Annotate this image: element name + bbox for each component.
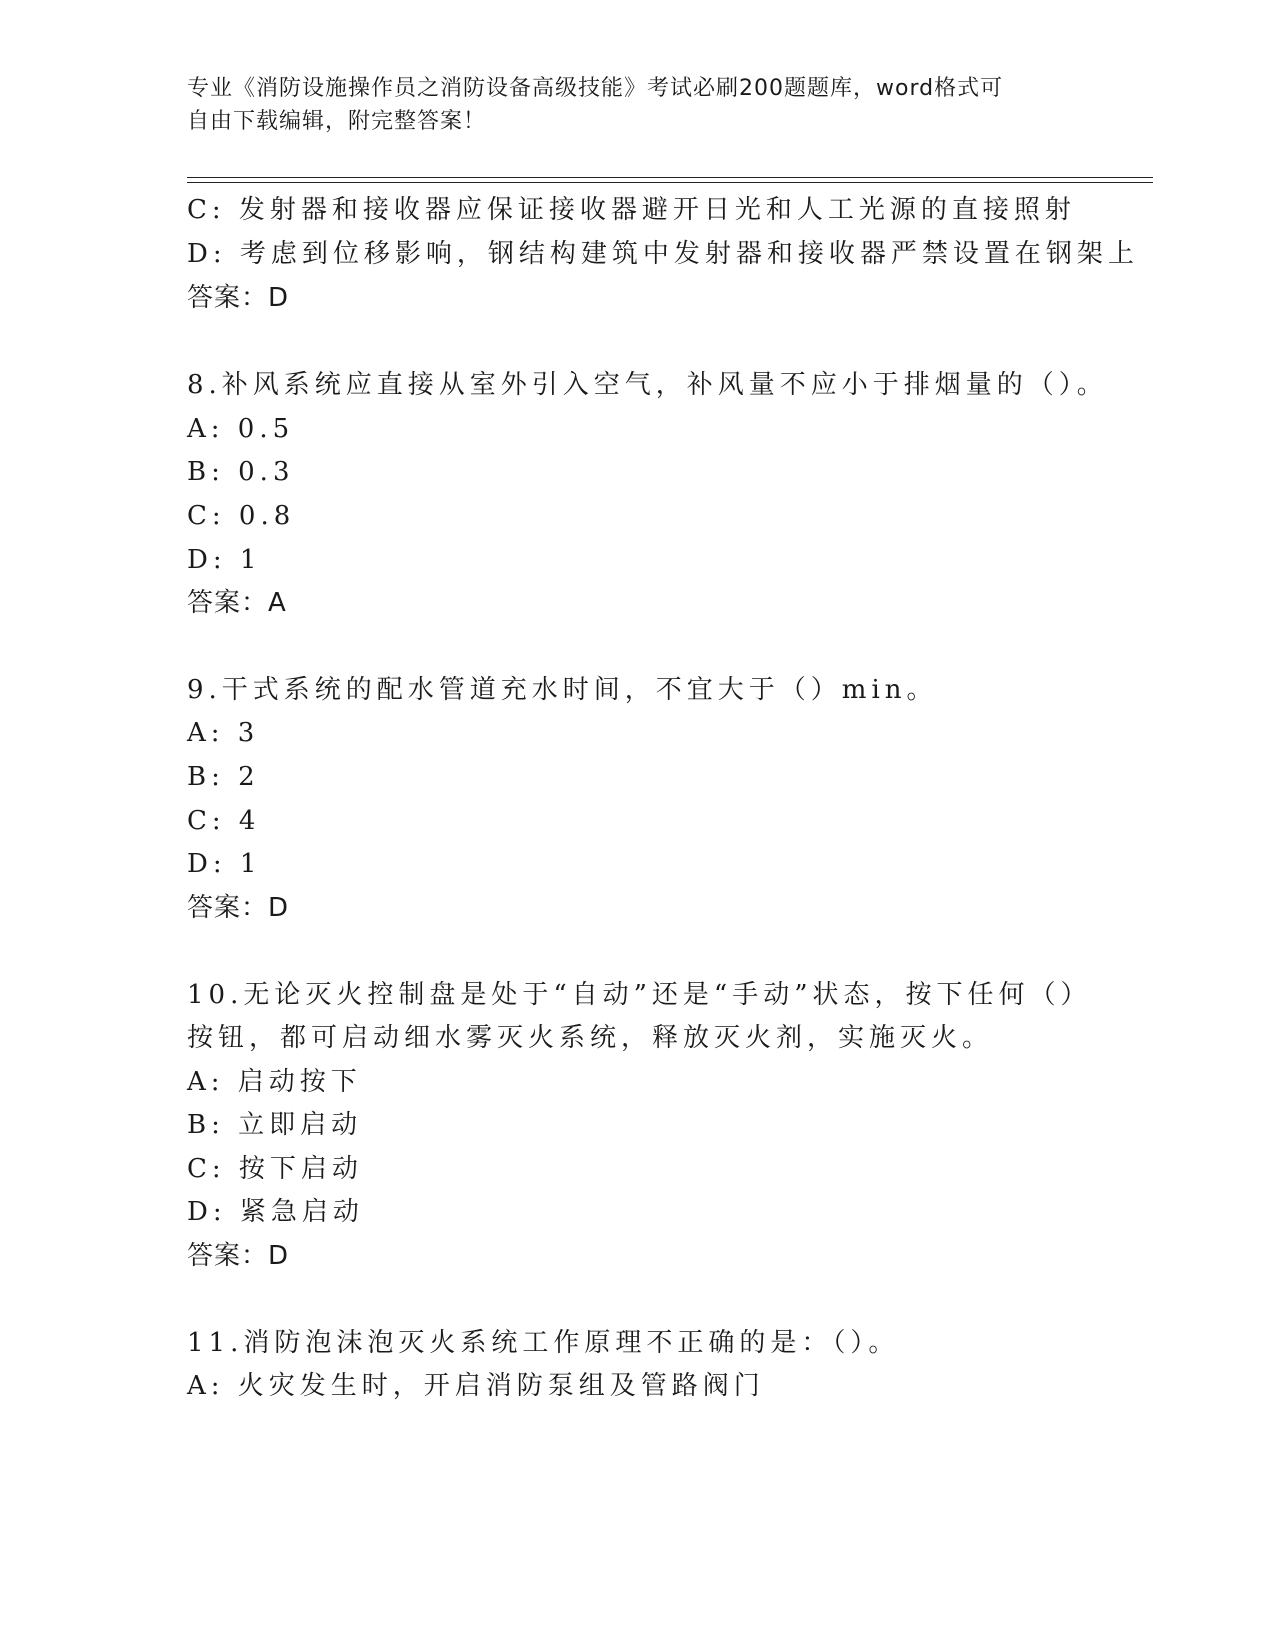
header-divider-bottom xyxy=(187,182,1153,183)
q10-stem-line-2: 按钮，都可启动细水雾灭火系统，释放灭火剂，实施灭火。 xyxy=(187,1023,994,1053)
q10-stem-line-1: 10.无论灭火控制盘是处于“自动”还是“手动”状态，按下任何（） xyxy=(187,980,1092,1010)
q10-option-a: A: 启动按下 xyxy=(187,1067,362,1097)
q8-option-d: D: 1 xyxy=(187,545,262,575)
q10-answer: 答案：D xyxy=(187,1241,290,1271)
header-line-2: 自由下载编辑，附完整答案！ xyxy=(187,109,487,134)
q8-option-a: A: 0.5 xyxy=(187,414,295,444)
q11-stem: 11.消防泡沫泡灭火系统工作原理不正确的是：（）。 xyxy=(187,1328,900,1358)
q9-option-b: B: 2 xyxy=(187,762,260,792)
q11-option-a: A: 火灾发生时，开启消防泵组及管路阀门 xyxy=(187,1371,765,1401)
q9-option-d: D: 1 xyxy=(187,849,262,879)
q7-option-c: C: 发射器和接收器应保证接收器避开日光和人工光源的直接照射 xyxy=(187,195,1076,225)
q8-answer: 答案：A xyxy=(187,588,287,618)
q8-option-c: C: 0.8 xyxy=(187,501,296,531)
q10-option-b: B: 立即启动 xyxy=(187,1110,363,1140)
q7-option-d: D: 考虑到位移影响，钢结构建筑中发射器和接收器严禁设置在钢架上 xyxy=(187,239,1139,269)
document-header xyxy=(187,72,1087,138)
q9-stem: 9.干式系统的配水管道充水时间，不宜大于（）min。 xyxy=(187,675,938,705)
q9-answer: 答案：D xyxy=(187,893,290,923)
header-line-1: 专业《消防设施操作员之消防设备高级技能》考试必刷200题题库，word格式可 xyxy=(187,76,1004,101)
q7-answer: 答案：D xyxy=(187,283,290,313)
header-divider-top xyxy=(187,177,1153,178)
q10-option-d: D: 紧急启动 xyxy=(187,1197,364,1227)
q9-option-c: C: 4 xyxy=(187,806,261,836)
q10-option-c: C: 按下启动 xyxy=(187,1154,363,1184)
q9-option-a: A: 3 xyxy=(187,718,260,748)
q8-option-b: B: 0.3 xyxy=(187,457,295,487)
q8-stem: 8.补风系统应直接从室外引入空气，补风量不应小于排烟量的（）。 xyxy=(187,370,1108,400)
